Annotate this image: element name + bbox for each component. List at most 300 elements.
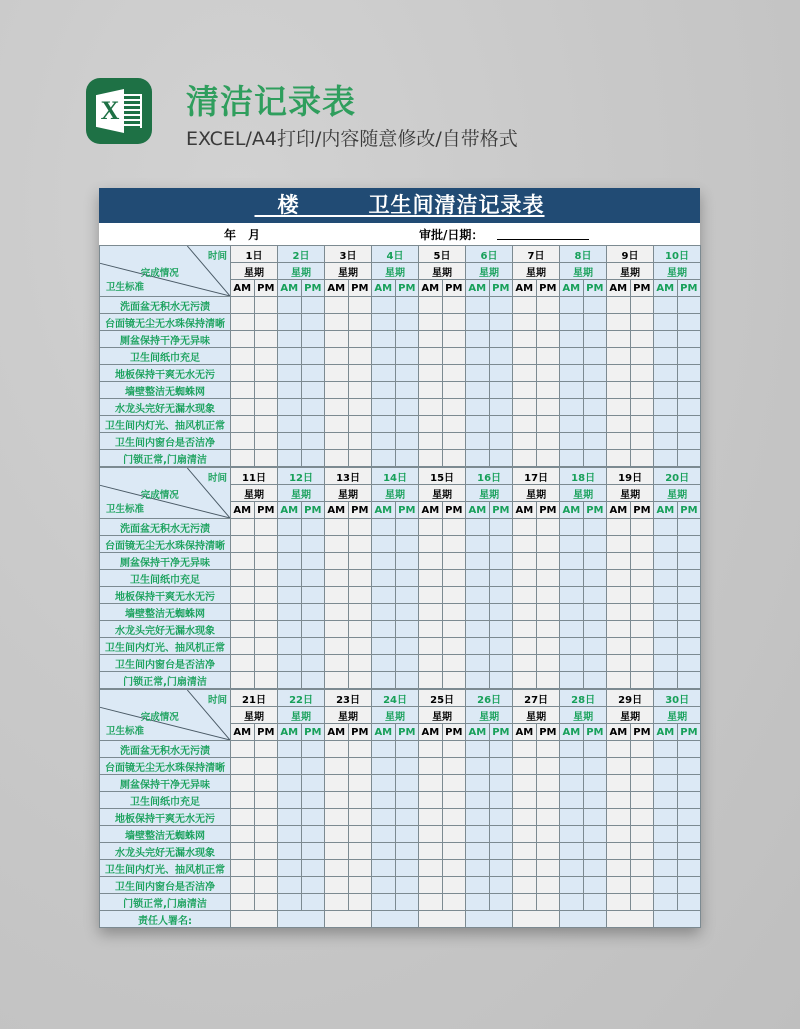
check-cell-am[interactable] — [560, 314, 584, 331]
weekday-cell[interactable]: 星期 — [372, 707, 419, 724]
check-cell-pm[interactable] — [442, 826, 466, 843]
check-cell-pm[interactable] — [348, 382, 372, 399]
check-cell-am[interactable] — [372, 655, 396, 672]
check-cell-am[interactable] — [372, 433, 396, 450]
check-cell-pm[interactable] — [536, 843, 560, 860]
check-cell-am[interactable] — [278, 297, 302, 314]
check-cell-pm[interactable] — [348, 587, 372, 604]
weekday-cell[interactable]: 星期 — [513, 263, 560, 280]
check-cell-am[interactable] — [231, 553, 255, 570]
check-cell-am[interactable] — [466, 570, 490, 587]
check-cell-am[interactable] — [325, 331, 349, 348]
check-cell-am[interactable] — [654, 792, 678, 809]
check-cell-pm[interactable] — [677, 604, 701, 621]
check-cell-pm[interactable] — [630, 809, 654, 826]
weekday-cell[interactable]: 星期 — [278, 707, 325, 724]
check-cell-am[interactable] — [466, 860, 490, 877]
check-cell-am[interactable] — [513, 416, 537, 433]
signature-cell[interactable] — [278, 911, 325, 928]
day-header[interactable]: 8日 — [560, 246, 607, 263]
check-cell-am[interactable] — [513, 553, 537, 570]
check-cell-am[interactable] — [513, 758, 537, 775]
check-cell-pm[interactable] — [536, 331, 560, 348]
check-cell-pm[interactable] — [489, 638, 513, 655]
check-cell-pm[interactable] — [630, 843, 654, 860]
check-cell-pm[interactable] — [677, 655, 701, 672]
weekday-cell[interactable]: 星期 — [278, 263, 325, 280]
check-cell-am[interactable] — [278, 621, 302, 638]
check-cell-pm[interactable] — [536, 809, 560, 826]
check-cell-pm[interactable] — [442, 587, 466, 604]
check-cell-pm[interactable] — [489, 570, 513, 587]
check-cell-am[interactable] — [325, 758, 349, 775]
check-cell-pm[interactable] — [489, 826, 513, 843]
check-cell-pm[interactable] — [442, 331, 466, 348]
check-cell-am[interactable] — [231, 314, 255, 331]
check-cell-am[interactable] — [419, 741, 443, 758]
check-cell-am[interactable] — [419, 672, 443, 689]
check-cell-pm[interactable] — [536, 365, 560, 382]
check-cell-pm[interactable] — [583, 416, 607, 433]
check-cell-am[interactable] — [325, 519, 349, 536]
check-cell-am[interactable] — [560, 297, 584, 314]
check-cell-am[interactable] — [372, 792, 396, 809]
check-cell-pm[interactable] — [583, 826, 607, 843]
check-cell-am[interactable] — [654, 758, 678, 775]
check-cell-pm[interactable] — [301, 877, 325, 894]
check-cell-am[interactable] — [372, 758, 396, 775]
check-cell-am[interactable] — [419, 638, 443, 655]
check-cell-pm[interactable] — [348, 758, 372, 775]
check-cell-pm[interactable] — [630, 399, 654, 416]
check-cell-am[interactable] — [513, 655, 537, 672]
check-cell-pm[interactable] — [489, 758, 513, 775]
weekday-cell[interactable]: 星期 — [372, 485, 419, 502]
check-cell-am[interactable] — [654, 860, 678, 877]
check-cell-pm[interactable] — [583, 450, 607, 467]
check-cell-am[interactable] — [560, 792, 584, 809]
check-cell-pm[interactable] — [489, 655, 513, 672]
check-cell-am[interactable] — [325, 621, 349, 638]
check-cell-am[interactable] — [466, 519, 490, 536]
check-cell-pm[interactable] — [395, 809, 419, 826]
check-cell-am[interactable] — [278, 604, 302, 621]
signature-cell[interactable] — [325, 911, 372, 928]
check-cell-am[interactable] — [466, 843, 490, 860]
check-cell-pm[interactable] — [348, 843, 372, 860]
check-cell-am[interactable] — [419, 433, 443, 450]
check-cell-pm[interactable] — [489, 331, 513, 348]
check-cell-pm[interactable] — [254, 416, 278, 433]
check-cell-pm[interactable] — [254, 519, 278, 536]
check-cell-pm[interactable] — [254, 826, 278, 843]
check-cell-am[interactable] — [372, 416, 396, 433]
check-cell-pm[interactable] — [254, 792, 278, 809]
check-cell-pm[interactable] — [348, 809, 372, 826]
check-cell-pm[interactable] — [630, 741, 654, 758]
check-cell-pm[interactable] — [536, 348, 560, 365]
check-cell-am[interactable] — [513, 331, 537, 348]
check-cell-pm[interactable] — [254, 877, 278, 894]
check-cell-am[interactable] — [466, 416, 490, 433]
day-header[interactable]: 10日 — [654, 246, 701, 263]
check-cell-pm[interactable] — [630, 314, 654, 331]
check-cell-am[interactable] — [466, 741, 490, 758]
check-cell-am[interactable] — [466, 621, 490, 638]
check-cell-am[interactable] — [607, 809, 631, 826]
check-cell-pm[interactable] — [536, 399, 560, 416]
check-cell-pm[interactable] — [442, 365, 466, 382]
check-cell-pm[interactable] — [442, 809, 466, 826]
check-cell-pm[interactable] — [677, 860, 701, 877]
check-cell-pm[interactable] — [489, 365, 513, 382]
check-cell-am[interactable] — [419, 604, 443, 621]
check-cell-am[interactable] — [278, 450, 302, 467]
check-cell-am[interactable] — [560, 672, 584, 689]
check-cell-am[interactable] — [513, 809, 537, 826]
check-cell-am[interactable] — [231, 604, 255, 621]
check-cell-pm[interactable] — [583, 843, 607, 860]
check-cell-am[interactable] — [325, 775, 349, 792]
check-cell-pm[interactable] — [442, 399, 466, 416]
check-cell-am[interactable] — [231, 758, 255, 775]
check-cell-pm[interactable] — [489, 775, 513, 792]
check-cell-pm[interactable] — [536, 433, 560, 450]
check-cell-pm[interactable] — [301, 758, 325, 775]
check-cell-pm[interactable] — [301, 638, 325, 655]
check-cell-am[interactable] — [513, 877, 537, 894]
weekday-cell[interactable]: 星期 — [372, 263, 419, 280]
check-cell-pm[interactable] — [677, 416, 701, 433]
check-cell-am[interactable] — [419, 382, 443, 399]
check-cell-pm[interactable] — [442, 758, 466, 775]
check-cell-am[interactable] — [560, 365, 584, 382]
check-cell-am[interactable] — [278, 826, 302, 843]
weekday-cell[interactable]: 星期 — [560, 263, 607, 280]
weekday-cell[interactable]: 星期 — [607, 485, 654, 502]
check-cell-pm[interactable] — [301, 297, 325, 314]
check-cell-am[interactable] — [466, 894, 490, 911]
check-cell-pm[interactable] — [395, 655, 419, 672]
check-cell-am[interactable] — [560, 433, 584, 450]
check-cell-pm[interactable] — [301, 433, 325, 450]
check-cell-am[interactable] — [372, 638, 396, 655]
check-cell-pm[interactable] — [677, 894, 701, 911]
check-cell-pm[interactable] — [536, 536, 560, 553]
check-cell-pm[interactable] — [442, 894, 466, 911]
check-cell-pm[interactable] — [301, 348, 325, 365]
check-cell-am[interactable] — [513, 314, 537, 331]
check-cell-am[interactable] — [560, 570, 584, 587]
check-cell-am[interactable] — [607, 826, 631, 843]
check-cell-am[interactable] — [325, 433, 349, 450]
check-cell-am[interactable] — [513, 604, 537, 621]
check-cell-am[interactable] — [560, 382, 584, 399]
weekday-cell[interactable]: 星期 — [419, 263, 466, 280]
check-cell-am[interactable] — [231, 621, 255, 638]
day-header[interactable]: 24日 — [372, 690, 419, 707]
check-cell-pm[interactable] — [301, 826, 325, 843]
day-header[interactable]: 22日 — [278, 690, 325, 707]
check-cell-am[interactable] — [231, 433, 255, 450]
check-cell-am[interactable] — [231, 297, 255, 314]
weekday-cell[interactable]: 星期 — [560, 707, 607, 724]
check-cell-am[interactable] — [372, 553, 396, 570]
check-cell-am[interactable] — [419, 877, 443, 894]
check-cell-am[interactable] — [419, 843, 443, 860]
check-cell-am[interactable] — [231, 365, 255, 382]
check-cell-pm[interactable] — [395, 314, 419, 331]
signature-cell[interactable] — [372, 911, 419, 928]
check-cell-pm[interactable] — [348, 570, 372, 587]
check-cell-pm[interactable] — [442, 297, 466, 314]
check-cell-am[interactable] — [607, 365, 631, 382]
day-header[interactable]: 3日 — [325, 246, 372, 263]
day-header[interactable]: 20日 — [654, 468, 701, 485]
check-cell-am[interactable] — [607, 638, 631, 655]
weekday-cell[interactable]: 星期 — [560, 485, 607, 502]
check-cell-am[interactable] — [607, 553, 631, 570]
check-cell-am[interactable] — [607, 331, 631, 348]
check-cell-pm[interactable] — [442, 604, 466, 621]
check-cell-pm[interactable] — [583, 297, 607, 314]
check-cell-am[interactable] — [560, 519, 584, 536]
check-cell-am[interactable] — [372, 348, 396, 365]
check-cell-pm[interactable] — [442, 672, 466, 689]
check-cell-pm[interactable] — [536, 877, 560, 894]
check-cell-am[interactable] — [419, 297, 443, 314]
check-cell-pm[interactable] — [536, 792, 560, 809]
check-cell-pm[interactable] — [677, 399, 701, 416]
check-cell-am[interactable] — [607, 314, 631, 331]
check-cell-am[interactable] — [466, 297, 490, 314]
check-cell-am[interactable] — [419, 450, 443, 467]
day-header[interactable]: 26日 — [466, 690, 513, 707]
check-cell-am[interactable] — [278, 399, 302, 416]
check-cell-pm[interactable] — [583, 519, 607, 536]
check-cell-am[interactable] — [278, 809, 302, 826]
check-cell-pm[interactable] — [254, 382, 278, 399]
check-cell-pm[interactable] — [348, 775, 372, 792]
weekday-cell[interactable]: 星期 — [654, 707, 701, 724]
check-cell-pm[interactable] — [348, 519, 372, 536]
check-cell-am[interactable] — [372, 860, 396, 877]
check-cell-am[interactable] — [231, 331, 255, 348]
check-cell-am[interactable] — [466, 758, 490, 775]
check-cell-pm[interactable] — [442, 741, 466, 758]
check-cell-am[interactable] — [372, 399, 396, 416]
check-cell-am[interactable] — [325, 741, 349, 758]
check-cell-am[interactable] — [419, 570, 443, 587]
weekday-cell[interactable]: 星期 — [419, 485, 466, 502]
check-cell-pm[interactable] — [536, 604, 560, 621]
check-cell-pm[interactable] — [630, 519, 654, 536]
check-cell-am[interactable] — [513, 775, 537, 792]
check-cell-am[interactable] — [513, 792, 537, 809]
signature-cell[interactable] — [231, 911, 278, 928]
check-cell-am[interactable] — [513, 672, 537, 689]
check-cell-am[interactable] — [513, 638, 537, 655]
check-cell-pm[interactable] — [630, 655, 654, 672]
check-cell-pm[interactable] — [536, 314, 560, 331]
check-cell-am[interactable] — [607, 382, 631, 399]
check-cell-pm[interactable] — [677, 450, 701, 467]
signature-cell[interactable] — [419, 911, 466, 928]
check-cell-am[interactable] — [513, 741, 537, 758]
check-cell-am[interactable] — [419, 348, 443, 365]
check-cell-am[interactable] — [278, 860, 302, 877]
check-cell-pm[interactable] — [489, 382, 513, 399]
check-cell-pm[interactable] — [583, 348, 607, 365]
check-cell-am[interactable] — [654, 621, 678, 638]
check-cell-am[interactable] — [419, 792, 443, 809]
check-cell-pm[interactable] — [583, 775, 607, 792]
check-cell-pm[interactable] — [583, 741, 607, 758]
check-cell-am[interactable] — [607, 604, 631, 621]
check-cell-pm[interactable] — [395, 570, 419, 587]
check-cell-pm[interactable] — [489, 792, 513, 809]
check-cell-am[interactable] — [325, 587, 349, 604]
check-cell-am[interactable] — [372, 843, 396, 860]
check-cell-pm[interactable] — [630, 570, 654, 587]
check-cell-pm[interactable] — [583, 672, 607, 689]
check-cell-am[interactable] — [325, 399, 349, 416]
check-cell-pm[interactable] — [677, 638, 701, 655]
check-cell-pm[interactable] — [301, 416, 325, 433]
check-cell-am[interactable] — [654, 331, 678, 348]
check-cell-pm[interactable] — [348, 553, 372, 570]
check-cell-am[interactable] — [419, 536, 443, 553]
check-cell-am[interactable] — [278, 775, 302, 792]
check-cell-pm[interactable] — [348, 450, 372, 467]
check-cell-am[interactable] — [607, 416, 631, 433]
check-cell-pm[interactable] — [395, 672, 419, 689]
check-cell-pm[interactable] — [630, 553, 654, 570]
check-cell-am[interactable] — [278, 536, 302, 553]
check-cell-am[interactable] — [654, 894, 678, 911]
check-cell-am[interactable] — [278, 877, 302, 894]
check-cell-pm[interactable] — [536, 826, 560, 843]
check-cell-pm[interactable] — [301, 570, 325, 587]
check-cell-pm[interactable] — [348, 655, 372, 672]
check-cell-pm[interactable] — [301, 621, 325, 638]
check-cell-pm[interactable] — [677, 519, 701, 536]
check-cell-am[interactable] — [278, 382, 302, 399]
check-cell-pm[interactable] — [677, 672, 701, 689]
check-cell-pm[interactable] — [489, 519, 513, 536]
check-cell-am[interactable] — [466, 382, 490, 399]
check-cell-am[interactable] — [654, 553, 678, 570]
check-cell-am[interactable] — [607, 399, 631, 416]
check-cell-pm[interactable] — [254, 348, 278, 365]
check-cell-pm[interactable] — [348, 365, 372, 382]
check-cell-pm[interactable] — [301, 792, 325, 809]
check-cell-pm[interactable] — [348, 314, 372, 331]
check-cell-pm[interactable] — [677, 775, 701, 792]
check-cell-am[interactable] — [231, 450, 255, 467]
check-cell-pm[interactable] — [395, 348, 419, 365]
check-cell-pm[interactable] — [301, 809, 325, 826]
day-header[interactable]: 1日 — [231, 246, 278, 263]
check-cell-am[interactable] — [419, 331, 443, 348]
check-cell-am[interactable] — [325, 570, 349, 587]
weekday-cell[interactable]: 星期 — [466, 707, 513, 724]
check-cell-am[interactable] — [466, 672, 490, 689]
check-cell-pm[interactable] — [254, 450, 278, 467]
check-cell-pm[interactable] — [442, 314, 466, 331]
check-cell-pm[interactable] — [677, 536, 701, 553]
check-cell-pm[interactable] — [536, 570, 560, 587]
check-cell-pm[interactable] — [630, 877, 654, 894]
check-cell-pm[interactable] — [489, 587, 513, 604]
check-cell-am[interactable] — [654, 570, 678, 587]
check-cell-pm[interactable] — [254, 433, 278, 450]
check-cell-pm[interactable] — [395, 433, 419, 450]
check-cell-am[interactable] — [466, 348, 490, 365]
check-cell-am[interactable] — [231, 672, 255, 689]
check-cell-pm[interactable] — [489, 672, 513, 689]
check-cell-pm[interactable] — [254, 314, 278, 331]
day-header[interactable]: 16日 — [466, 468, 513, 485]
check-cell-am[interactable] — [278, 758, 302, 775]
check-cell-am[interactable] — [513, 450, 537, 467]
check-cell-pm[interactable] — [395, 843, 419, 860]
check-cell-pm[interactable] — [536, 416, 560, 433]
check-cell-pm[interactable] — [583, 894, 607, 911]
check-cell-pm[interactable] — [254, 399, 278, 416]
check-cell-am[interactable] — [560, 348, 584, 365]
check-cell-pm[interactable] — [348, 860, 372, 877]
check-cell-am[interactable] — [231, 519, 255, 536]
check-cell-am[interactable] — [231, 348, 255, 365]
check-cell-pm[interactable] — [583, 365, 607, 382]
day-header[interactable]: 21日 — [231, 690, 278, 707]
check-cell-pm[interactable] — [583, 382, 607, 399]
check-cell-pm[interactable] — [348, 877, 372, 894]
check-cell-pm[interactable] — [348, 416, 372, 433]
check-cell-am[interactable] — [607, 741, 631, 758]
check-cell-pm[interactable] — [395, 416, 419, 433]
check-cell-am[interactable] — [560, 638, 584, 655]
check-cell-am[interactable] — [607, 843, 631, 860]
check-cell-am[interactable] — [372, 314, 396, 331]
check-cell-pm[interactable] — [677, 621, 701, 638]
check-cell-pm[interactable] — [583, 860, 607, 877]
check-cell-pm[interactable] — [442, 536, 466, 553]
check-cell-am[interactable] — [419, 399, 443, 416]
check-cell-pm[interactable] — [489, 433, 513, 450]
check-cell-am[interactable] — [231, 809, 255, 826]
check-cell-am[interactable] — [607, 433, 631, 450]
check-cell-pm[interactable] — [442, 348, 466, 365]
check-cell-am[interactable] — [466, 604, 490, 621]
check-cell-am[interactable] — [372, 450, 396, 467]
check-cell-pm[interactable] — [677, 843, 701, 860]
check-cell-am[interactable] — [607, 519, 631, 536]
check-cell-pm[interactable] — [395, 621, 419, 638]
check-cell-am[interactable] — [466, 314, 490, 331]
check-cell-pm[interactable] — [583, 587, 607, 604]
check-cell-am[interactable] — [513, 519, 537, 536]
check-cell-am[interactable] — [607, 587, 631, 604]
check-cell-pm[interactable] — [583, 331, 607, 348]
day-header[interactable]: 23日 — [325, 690, 372, 707]
check-cell-pm[interactable] — [395, 297, 419, 314]
check-cell-pm[interactable] — [254, 894, 278, 911]
check-cell-pm[interactable] — [254, 655, 278, 672]
check-cell-pm[interactable] — [677, 348, 701, 365]
check-cell-am[interactable] — [372, 894, 396, 911]
